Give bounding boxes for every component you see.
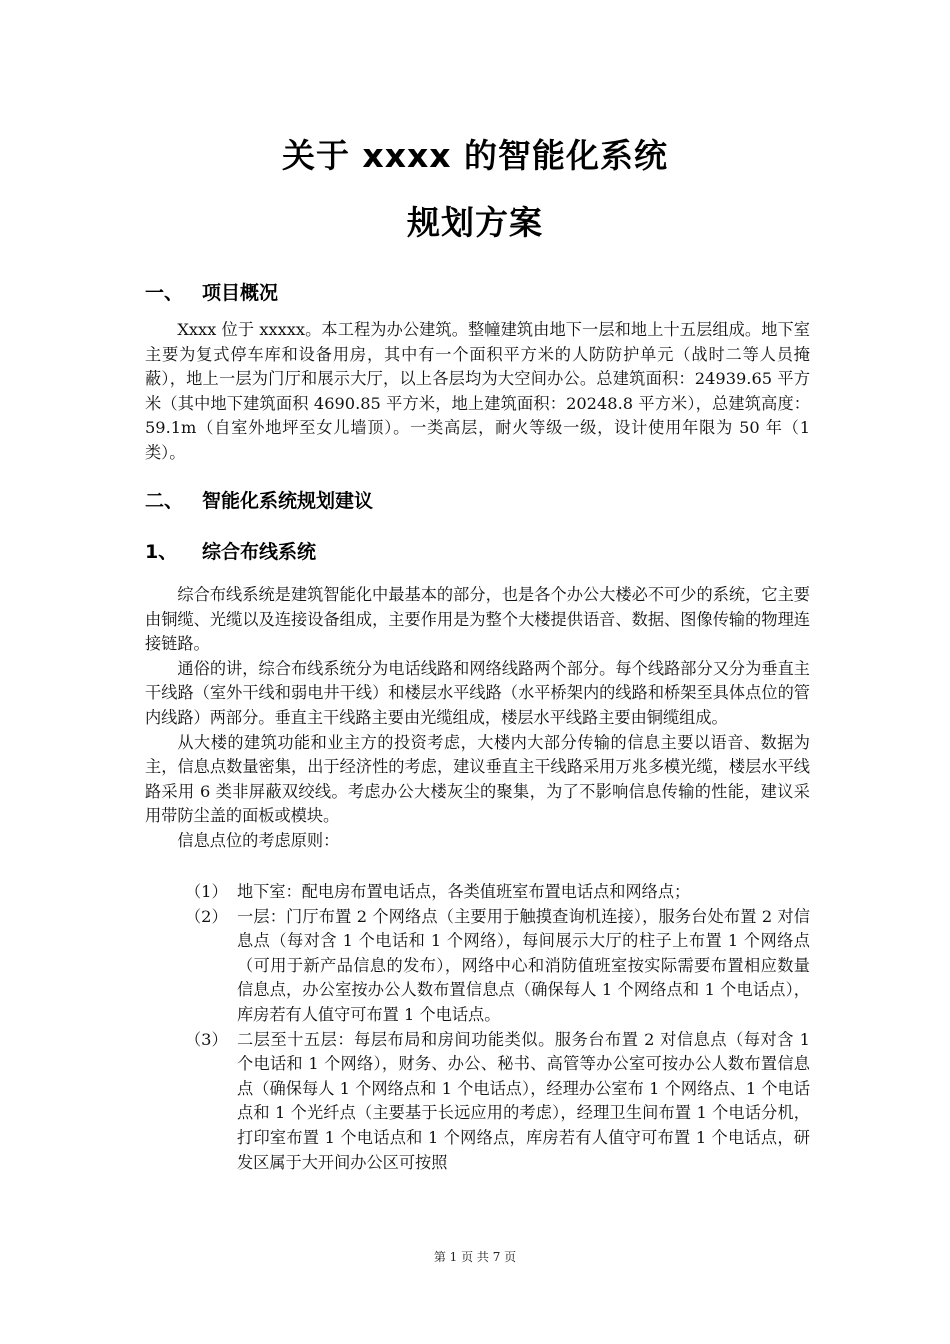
section-number: 二、 bbox=[145, 490, 184, 512]
paragraph: 通俗的讲，综合布线系统分为电话线路和网络线路两个部分。每个线路部分又分为垂直主干线路（室外干线和弱电井干线）和楼层水平线路（水平桥架内的线路和桥架至具体点位的管内线路）两部分。垂直主干线路主要由光缆组成，楼层水平线路主要由铜缆组成。 bbox=[145, 658, 810, 727]
list-item-text: 地下室：配电房布置电话点，各类值班室布置电话点和网络点； bbox=[237, 882, 691, 901]
paragraph: 从大楼的建筑功能和业主方的投资考虑，大楼内大部分传输的信息主要以语音、数据为主，信息点数量密集，出于经济性的考虑，建议垂直主干线路采用万兆多模光缆，楼层水平线路采用 6 类非屏蔽双绞线。考虑办公大楼灰尘的聚集，为了不影响信息传输的性能，建议采用带防尘盖的面板或模块。 bbox=[145, 732, 810, 826]
list-item bbox=[185, 880, 810, 905]
list-marker: （1） bbox=[185, 882, 228, 901]
document-title-line1: 关于 xxxx 的智能化系统 bbox=[281, 136, 669, 175]
list-marker: （3） bbox=[185, 1029, 228, 1049]
section-heading-overview bbox=[145, 278, 278, 305]
cabling-paragraphs bbox=[145, 583, 810, 854]
list-item-text: 一层：门厅布置 2 个网络点（主要用于触摸查询机连接），服务台处布置 2 对信息点（每对含 1 个电话和 1 个网络），每间展示大厅的柱子上布置 1 个网络点（可用于新产品信息的发布），网络中心和消防值班室按实际需要布置相应数量信息点，办公室按办公人数布置信息点（确保每人 1 个网络点和 1 个电话点），库房若有人值守可布置 1 个电话点。 bbox=[237, 906, 810, 1024]
paragraph: 综合布线系统是建筑智能化中最基本的部分，也是各个办公大楼必不可少的系统，它主要由铜缆、光缆以及连接设备组成，主要作用是为整个大楼提供语音、数据、图像传输的物理连接链路。 bbox=[145, 585, 810, 654]
section-title: 项目概况 bbox=[202, 282, 279, 304]
paragraph: 信息点位的考虑原则： bbox=[177, 830, 340, 850]
list-item bbox=[185, 905, 810, 1028]
subsection-title: 综合布线系统 bbox=[202, 541, 317, 563]
page-footer: 第 1 页 共 7 页 bbox=[433, 1250, 517, 1264]
overview-paragraph: Xxxx 位于 xxxxx。本工程为办公建筑。整幢建筑由地下一层和地上十五层组成。地下室主要为复式停车库和设备用房，其中有一个面积平方米的人防防护单元（战时二等人员掩蔽），地上一层为门厅和展示大厅，以上各层均为大空间办公。总建筑面积：24939.65 平方米（其中地下建筑面积 4690.85 平方米，地上建筑面积：20248.8 平方米），总建筑高度：59.1m（自室外地坪至女儿墙顶）。一类高层，耐火等级一级，设计使用年限为 50 年（1 类）。 bbox=[145, 320, 810, 462]
section-number: 一、 bbox=[145, 282, 184, 304]
info-point-principles-list bbox=[185, 880, 810, 1175]
list-marker: （2） bbox=[185, 906, 228, 926]
subsection-number: 1、 bbox=[145, 541, 178, 563]
list-item bbox=[185, 1028, 810, 1176]
section-heading-planning bbox=[145, 486, 373, 513]
document-title-line2: 规划方案 bbox=[407, 203, 543, 242]
subsection-heading-cabling bbox=[145, 537, 316, 564]
section-title: 智能化系统规划建议 bbox=[202, 490, 374, 512]
overview-paragraph-block bbox=[145, 318, 810, 466]
list-item-text: 二层至十五层：每层布局和房间功能类似。服务台布置 2 对信息点（每对含 1 个电话和 1 个网络），财务、办公、秘书、高管等办公室可按办公人数布置信息点（确保每人 1 个网络点和 1 个电话点），经理办公室布 1 个网络点、1 个电话点和 1 个光纤点（主要基于长远应用的考虑），经理卫生间布置 1 个电话分机，打印室布置 1 个电话点和 1 个网络点，库房若有人值守可布置 1 个电话点，研发区属于大开间办公区可按照 bbox=[237, 1029, 810, 1172]
